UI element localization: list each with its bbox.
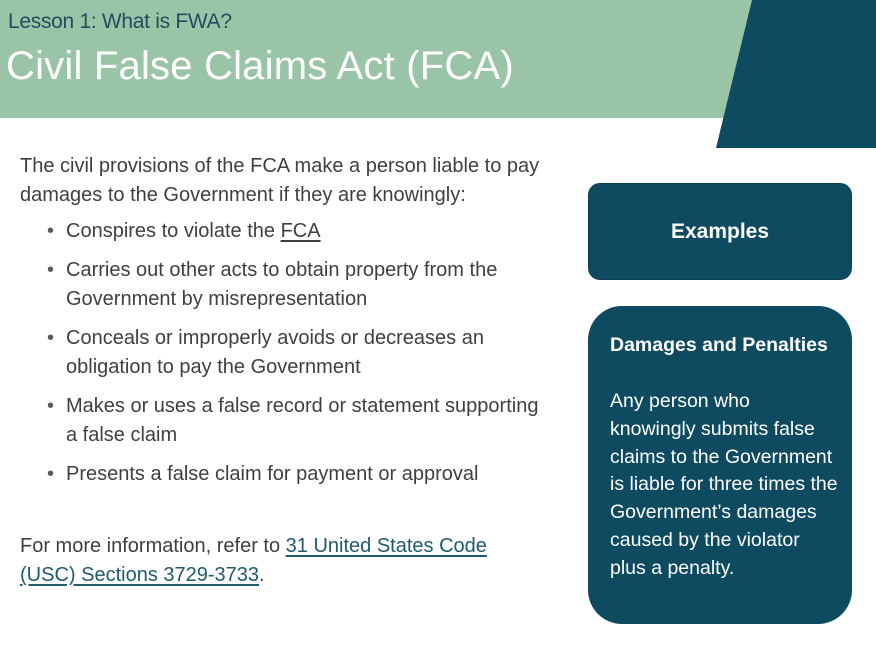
list-item-text: Carries out other acts to obtain property from the Government by misrepresentation bbox=[66, 259, 498, 310]
fca-glossary-link[interactable]: FCA bbox=[280, 220, 321, 242]
bullet-icon: • bbox=[47, 463, 55, 485]
list-item bbox=[47, 256, 540, 314]
usc-sections-link[interactable]: 31 United States Code (USC) Sections 3729-3733 bbox=[20, 535, 487, 586]
damages-title: Damages and Penalties bbox=[610, 334, 828, 356]
damages-penalties-card bbox=[588, 306, 852, 624]
bullet-icon: • bbox=[47, 220, 55, 242]
intro-text: The civil provisions of the FCA make a person liable to pay damages to the Government if they are knowingly: bbox=[20, 155, 540, 206]
list-item-text: Presents a false claim for payment or approval bbox=[66, 463, 479, 485]
more-info-suffix: . bbox=[259, 564, 265, 586]
main-content bbox=[20, 152, 540, 499]
page-title: Civil False Claims Act (FCA) bbox=[6, 44, 514, 88]
examples-button[interactable]: Examples bbox=[588, 183, 852, 280]
list-item-text: Conceals or improperly avoids or decreases an obligation to pay the Government bbox=[66, 327, 484, 378]
more-info-prefix: For more information, refer to bbox=[20, 535, 286, 557]
bullet-icon: • bbox=[47, 395, 55, 417]
provisions-list bbox=[20, 217, 540, 489]
more-info-text bbox=[20, 532, 540, 590]
list-item bbox=[47, 392, 540, 450]
list-item bbox=[47, 217, 540, 246]
damages-body: Any person who knowingly submits false claims to the Government is liable for three times the Government’s damages caused by the violator plus a penalty. bbox=[610, 390, 838, 579]
list-item bbox=[47, 324, 540, 382]
lesson-label: Lesson 1: What is FWA? bbox=[8, 10, 232, 33]
list-item-text: Conspires to violate the bbox=[66, 220, 281, 242]
bullet-icon: • bbox=[47, 327, 55, 349]
list-item-text: Makes or uses a false record or statement supporting a false claim bbox=[66, 395, 539, 446]
list-item bbox=[47, 460, 540, 489]
bullet-icon: • bbox=[47, 259, 55, 281]
